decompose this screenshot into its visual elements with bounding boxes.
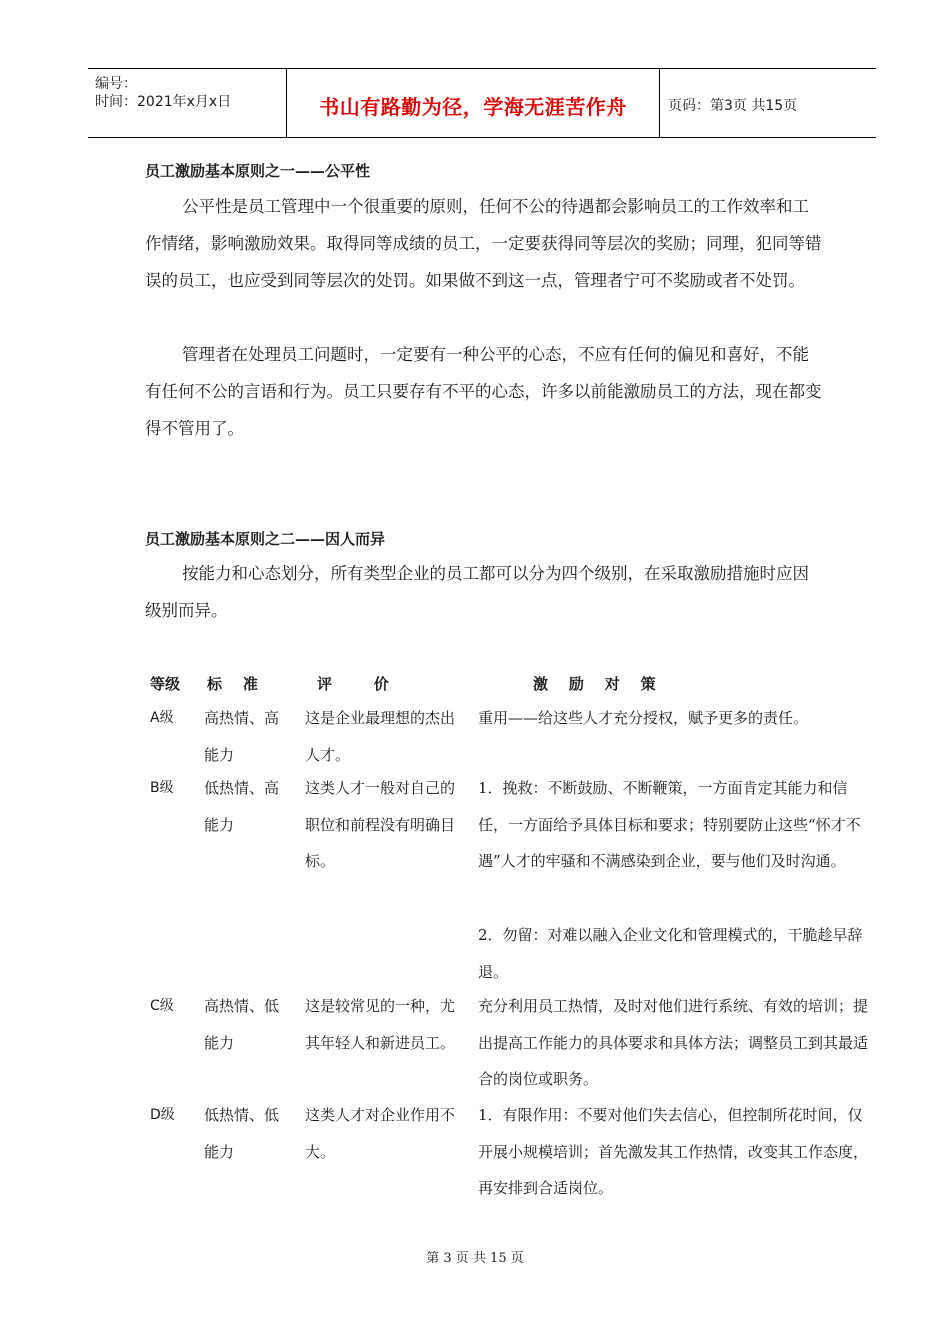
header-motto: 书山有路勤为径，学海无涯苦作舟 [319, 95, 627, 119]
header-meta-cell [88, 69, 287, 137]
table-header-strategy: 激 励 对 策 [533, 675, 656, 693]
header-page-info: 页码：第3页 共15页 [668, 98, 798, 114]
header-page-cell [660, 69, 876, 137]
section1-paragraph-1: 公平性是员工管理中一个很重要的原则，任何不公的待遇都会影响员工的工作效率和工作情绪，影响激励效果。取得同等成绩的员工，一定要获得同等层次的奖励；同理，犯同等错误的员工，也应受到同等层次的处罚。如果做不到这一点，管理者宁可不奖励或者不处罚。 [145, 197, 822, 290]
table-row-d-grade: D级 [150, 1107, 175, 1123]
section1-heading: 员工激励基本原则之一——公平性 [145, 162, 371, 180]
table-row-c-standard: 高热情、低能力 [204, 997, 280, 1052]
table-row-a-evaluation: 这是企业最理想的杰出人才。 [305, 709, 456, 764]
header-time: 时间：2021年x月x日 [95, 94, 232, 110]
table-row-c-evaluation: 这是较常见的一种，尤其年轻人和新进员工。 [305, 997, 456, 1052]
table-row-b-strategy-2: 2．勿留：对难以融入企业文化和管理模式的，干脆趁早辞退。 [478, 926, 863, 981]
table-row-d-evaluation: 这类人才对企业作用不大。 [305, 1106, 456, 1161]
table-row-b-strategy-1: 1．挽救：不断鼓励、不断鞭策，一方面肯定其能力和信任，一方面给予具体目标和要求；特别要防止这些“怀才不遇”人才的牢骚和不满感染到企业，要与他们及时沟通。 [478, 779, 861, 870]
section1-paragraph-2: 管理者在处理员工问题时，一定要有一种公平的心态，不应有任何的偏见和喜好，不能有任何不公的言语和行为。员工只要存有不平的心态，许多以前能激励员工的方法，现在都变得不管用了。 [145, 345, 822, 438]
table-header-evaluation: 评 价 [317, 675, 389, 693]
table-row-c-strategy: 充分利用员工热情，及时对他们进行系统、有效的培训；提出提高工作能力的具体要求和具体方法；调整员工到其最适合的岗位或职务。 [478, 997, 869, 1088]
table-row-b-evaluation: 这类人才一般对自己的职位和前程没有明确目标。 [305, 779, 456, 870]
table-header-standard: 标 准 [207, 675, 258, 693]
table-row-d-standard: 低热情、低能力 [204, 1106, 280, 1161]
header-motto-cell [287, 69, 660, 137]
table-row-a-strategy: 重用——给这些人才充分授权，赋予更多的责任。 [478, 709, 809, 727]
section2-paragraph-1: 按能力和心态划分，所有类型企业的员工都可以分为四个级别，在采取激励措施时应因级别而异。 [145, 564, 809, 620]
section2-heading: 员工激励基本原则之二——因人而异 [145, 530, 386, 548]
header-number-label: 编号： [95, 76, 137, 92]
table-row-a-grade: A级 [150, 710, 174, 726]
page-header [88, 68, 876, 138]
table-row-d-strategy: 1．有限作用：不要对他们失去信心，但控制所花时间，仅开展小规模培训；首先激发其工作热情，改变其工作态度，再安排到合适岗位。 [478, 1106, 869, 1197]
table-row-a-standard: 高热情、高能力 [204, 709, 280, 764]
table-row-b-grade: B级 [150, 780, 174, 796]
table-row-c-grade: C级 [150, 998, 174, 1014]
table-header-grade: 等级 [150, 675, 181, 693]
table-row-b-standard: 低热情、高能力 [204, 779, 280, 834]
page-footer: 第 3 页 共 15 页 [426, 1251, 524, 1266]
